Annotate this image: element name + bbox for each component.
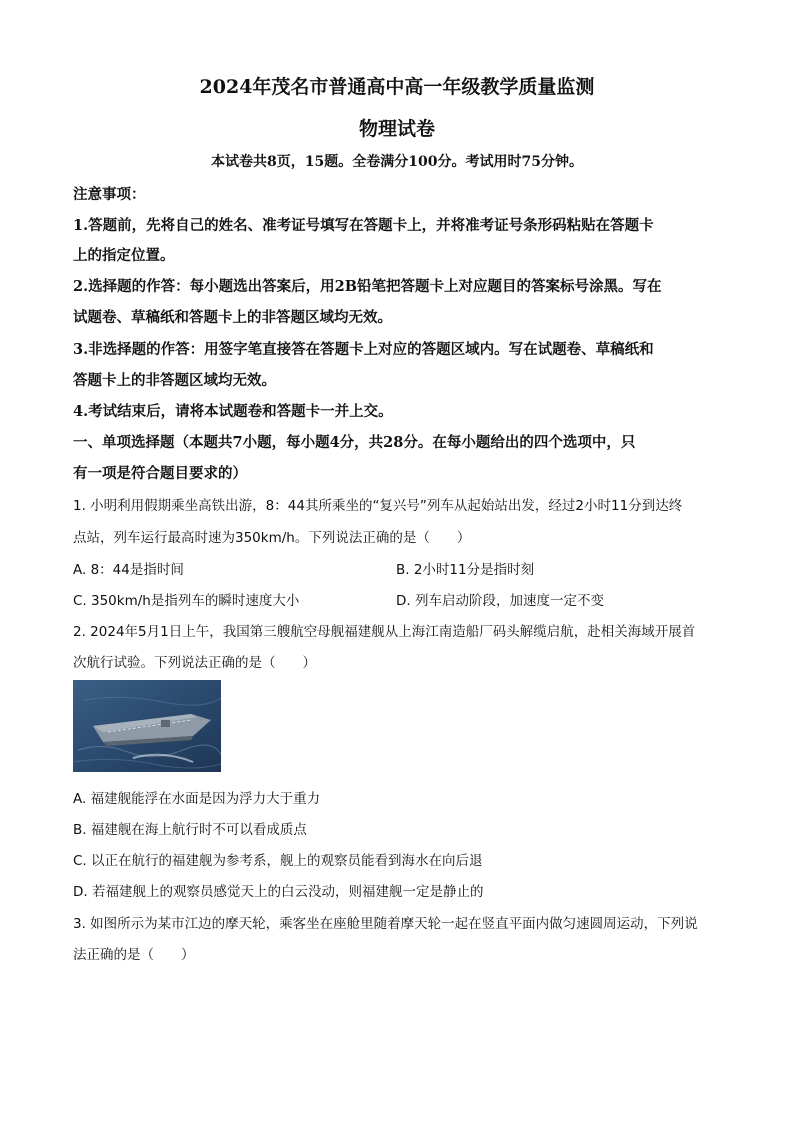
question-2-option-a: A. 福建舰能浮在水面是因为浮力大于重力: [73, 791, 321, 807]
question-2-stem-line-1: 2. 2024年5月1日上午，我国第三艘航空母舰福建舰从上海江南造船厂码头解缆启航，赴相关海域开展首: [73, 624, 696, 640]
note-1-line-2: 上的指定位置。: [73, 247, 175, 264]
question-1-option-a: A. 8：44是指时间: [73, 562, 184, 578]
note-3-line-1: 3.非选择题的作答：用签字笔直接答在答题卡上对应的答题区域内。写在试题卷、草稿纸和: [73, 341, 654, 358]
question-1-option-d: D. 列车启动阶段，加速度一定不变: [396, 593, 604, 609]
section-1-heading-line-2: 有一项是符合题目要求的）: [73, 465, 247, 482]
question-1-stem-line-1: 1. 小明利用假期乘坐高铁出游，8：44其所乘坐的“复兴号”列车从起始站出发，经过2小时11分到达终: [73, 498, 683, 514]
question-3-stem-line-2: 法正确的是（ ）: [73, 947, 195, 963]
exam-meta: 本试卷共8页，15题。全卷满分100分。考试用时75分钟。: [211, 154, 583, 170]
question-2-option-d: D. 若福建舰上的观察员感觉天上的白云没动，则福建舰一定是静止的: [73, 884, 484, 900]
question-1-option-b: B. 2小时11分是指时刻: [396, 562, 535, 578]
note-2-line-1: 2.选择题的作答：每小题选出答案后，用2B铅笔把答题卡上对应题目的答案标号涂黑。写在: [73, 278, 662, 295]
question-2-stem-line-2: 次航行试验。下列说法正确的是（ ）: [73, 655, 316, 671]
question-1-option-c: C. 350km/h是指列车的瞬时速度大小: [73, 593, 300, 609]
aircraft-carrier-photo: [73, 680, 221, 772]
section-1-heading-line-1: 一、单项选择题（本题共7小题，每小题4分，共28分。在每小题给出的四个选项中，只: [73, 434, 636, 451]
question-2-option-c: C. 以正在航行的福建舰为参考系，舰上的观察员能看到海水在向后退: [73, 853, 483, 869]
aircraft-carrier-illustration: [73, 680, 221, 772]
note-2-line-2: 试题卷、草稿纸和答题卡上的非答题区域均无效。: [73, 309, 392, 326]
note-1-line-1: 1.答题前，先将自己的姓名、准考证号填写在答题卡上，并将准考证号条形码粘贴在答题卡: [73, 217, 654, 234]
question-3-stem-line-1: 3. 如图所示为某市江边的摩天轮，乘客坐在座舱里随着摩天轮一起在竖直平面内做匀速圆周运动，下列说: [73, 916, 698, 932]
exam-title: 2024年茂名市普通高中高一年级教学质量监测: [199, 76, 595, 98]
note-4: 4.考试结束后，请将本试题卷和答题卡一并上交。: [73, 403, 393, 420]
exam-subtitle: 物理试卷: [358, 118, 435, 140]
question-2-option-b: B. 福建舰在海上航行时不可以看成质点: [73, 822, 307, 838]
note-3-line-2: 答题卡上的非答题区域均无效。: [73, 372, 276, 389]
notes-heading: 注意事项：: [73, 186, 146, 203]
question-1-stem-line-2: 点站，列车运行最高时速为350km/h。下列说法正确的是（ ）: [73, 530, 471, 546]
